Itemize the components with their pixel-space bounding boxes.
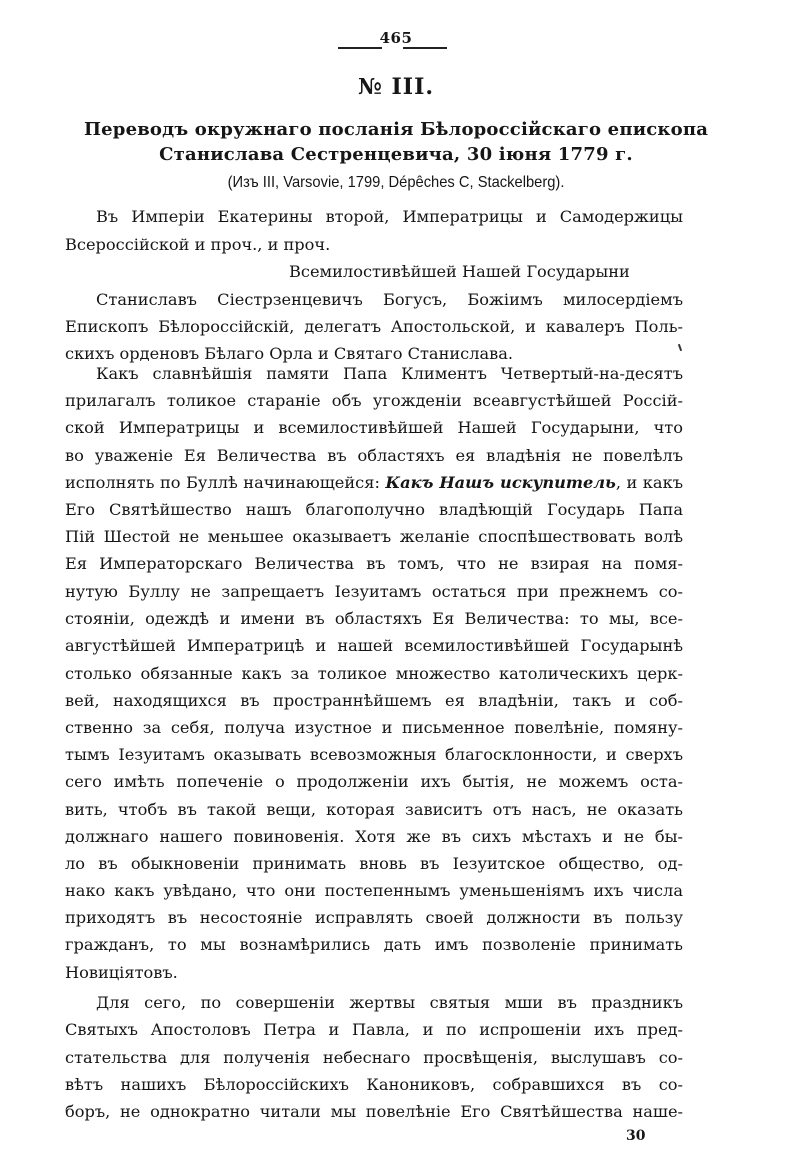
text-line: Епископъ Бѣлороссійскій, делегатъ Апостольской, и кавалеръ Поль- xyxy=(65,317,683,336)
text-line: вей, находящихся въ пространнѣйшемъ ея владѣніи, такъ и соб- xyxy=(65,691,683,710)
text-line: Въ Имперіи Екатерины второй, Императрицы и Самодержицы xyxy=(96,207,683,226)
text-line: Святыхъ Апостоловъ Петра и Павла, и по испрошеніи ихъ пред- xyxy=(65,1020,683,1039)
text-line: ло въ обыкновеніи принимать вновь въ Іезуитское общество, од- xyxy=(65,854,683,873)
page-number: 465 xyxy=(379,29,413,47)
source-reference: (Изъ III, Varsovie, 1799, Dépêches C, Stackelberg). xyxy=(227,174,565,191)
text-line: Для сего, по совершеніи жертвы святыя мши въ праздникъ xyxy=(96,993,683,1012)
page-number-header xyxy=(0,28,792,47)
text-line: столько обязанные какъ за толикое множество католическихъ церк- xyxy=(65,664,683,683)
text-line-with-italic xyxy=(65,473,683,492)
signature-mark: 30 xyxy=(626,1128,646,1144)
document-title xyxy=(60,117,732,167)
title-line: Переводъ окружнаго посланія Бѣлороссійскаго епископа xyxy=(83,119,709,140)
text-line: тымъ Іезуитамъ оказывать всевозможныя благосклонности, и сверхъ xyxy=(65,745,683,764)
header-rule-left xyxy=(338,47,382,49)
text-line: приходятъ въ несостояніе исправлять своей должности въ пользу xyxy=(65,908,683,927)
text-line: Какъ славнѣйшія памяти Папа Климентъ Четвертый-на-десятъ xyxy=(96,364,683,383)
title-line: Станислава Сестренцевича, 30 іюня 1779 г. xyxy=(159,144,633,165)
text-line: во уваженіе Ея Величества въ областяхъ ея владѣнія не повелѣлъ xyxy=(65,446,683,465)
text-line: вѣтъ нашихъ Бѣлороссійскихъ Канониковъ, собравшихся въ со- xyxy=(65,1075,683,1094)
header-rule-right xyxy=(403,47,447,49)
text-line: прилагалъ толикое стараніе объ угожденіи всеавгустѣйшей Россій- xyxy=(65,391,683,410)
text-segment: , и какъ xyxy=(615,473,683,492)
text-line: боръ, не однократно читали мы повелѣніе Его Святѣйшества наше- xyxy=(65,1102,683,1121)
text-line: Станиславъ Сіестрзенцевичъ Богусъ, Божіимъ милосердіемъ xyxy=(96,290,683,309)
text-line: ственно за себя, получа изустное и письменное повелѣніе, помяну- xyxy=(65,718,683,737)
text-line: ской Императрицы и всемилостивѣйшей Нашей Государыни, что xyxy=(65,418,683,437)
text-line: стояніи, одеждѣ и имени въ областяхъ Ея Величества: то мы, все- xyxy=(65,609,683,628)
text-line: нако какъ увѣдано, что они постепеннымъ уменьшеніямъ ихъ числа xyxy=(65,881,683,900)
text-line: Новиціятовъ. xyxy=(65,963,178,982)
text-line: вить, чтобъ въ такой вещи, которая зависитъ отъ насъ, не оказать xyxy=(65,800,683,819)
text-line: августѣйшей Императрицѣ и нашей всемилостивѣйшей Государынѣ xyxy=(65,636,683,655)
text-line: стательства для полученія небеснаго просвѣщенія, выслушавъ со- xyxy=(65,1048,683,1067)
text-line: Всероссійской и проч., и проч. xyxy=(65,235,331,254)
text-line: должнаго нашего повиновенія. Хотя же въ сихъ мѣстахъ и не бы- xyxy=(65,827,683,846)
document-number: № III. xyxy=(357,74,435,100)
text-segment: исполнять по Буллѣ начинающейся: xyxy=(65,473,386,492)
text-line: Его Святѣйшество нашъ благополучно владѣющій Государь Папа xyxy=(65,500,683,519)
text-line: Пій Шестой не меньшее оказываетъ желаніе споспѣшествовать волѣ xyxy=(65,527,683,546)
text-line: нутую Буллу не запрещаетъ Іезуитамъ остаться при прежнемъ со- xyxy=(65,582,683,601)
address-line: Всемилостивѣйшей Нашей Государыни xyxy=(289,262,630,281)
text-line: Ея Императорскаго Величества въ томъ, что не взирая на помя- xyxy=(65,554,683,573)
text-line: скихъ орденовъ Бѣлаго Орла и Святаго Станислава. xyxy=(65,344,514,363)
text-line: гражданъ, то мы вознамѣрились дать имъ позволеніе принимать xyxy=(65,935,683,954)
text-line: сего имѣть попеченіе о продолженіи ихъ бытія, не можемъ оста- xyxy=(65,772,683,791)
italic-title: Какъ Нашъ искупитель xyxy=(385,473,616,492)
